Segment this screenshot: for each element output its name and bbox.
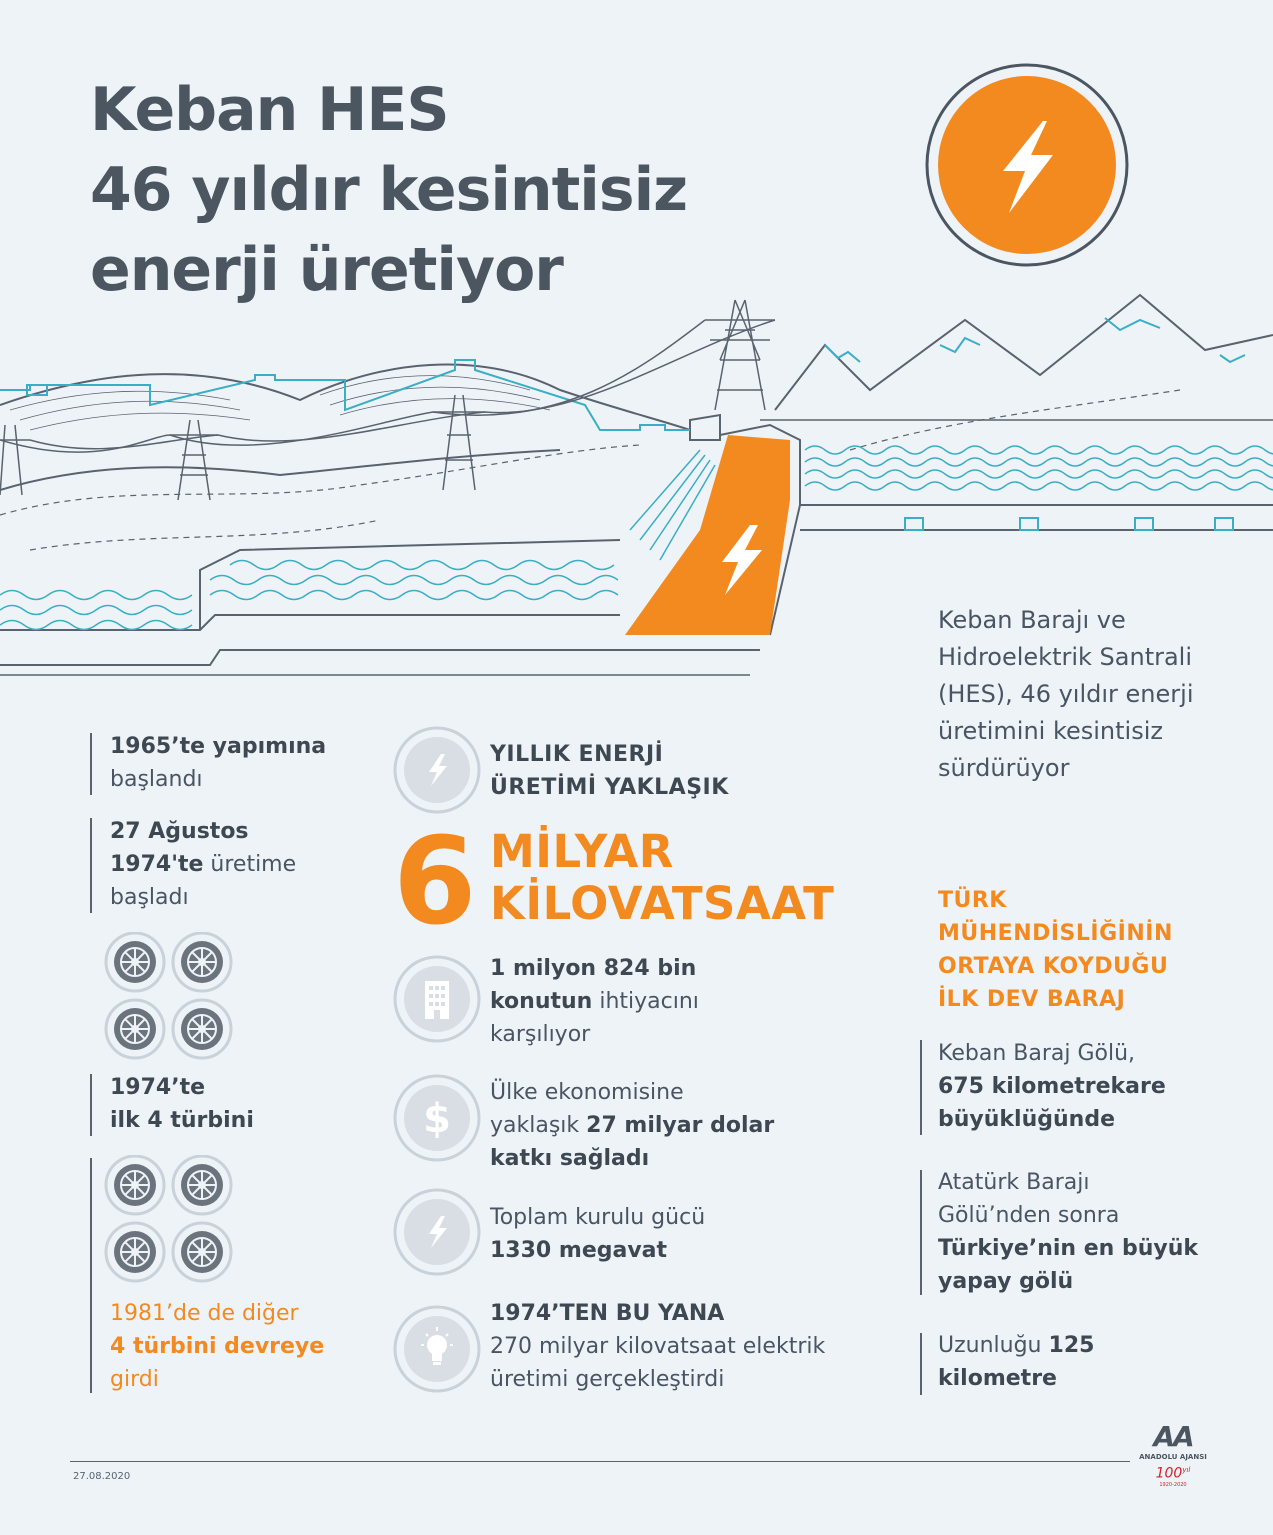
production-bold-1: 27 Ağustos <box>110 819 249 844</box>
big-number: 6 <box>393 813 477 952</box>
anniversary-number: 100 <box>1155 1465 1183 1482</box>
engineering-line-4: İLK DEV BARAJ <box>938 987 1126 1012</box>
page-title <box>90 70 687 310</box>
production-text <box>110 815 296 914</box>
turbines-second-text <box>110 1297 324 1396</box>
logo-text: ANADOLU AJANSI <box>1139 1453 1207 1461</box>
dollar-icon <box>393 1074 481 1162</box>
artificial-normal-1: Atatürk Barajı <box>938 1170 1090 1195</box>
economy-bold-2: katkı sağladı <box>490 1146 650 1171</box>
annual-headline <box>490 738 729 804</box>
title-line-2: 46 yıldır kesintisiz <box>90 155 688 225</box>
economy-normal-2: yaklaşık <box>490 1113 580 1138</box>
production-normal: üretime <box>210 852 297 877</box>
turbines-first-line-2: ilk 4 türbini <box>110 1108 254 1133</box>
intro-text: Keban Barajı ve Hidroelektrik Santrali (HES), 46 yıldır enerji üretimini kesintisiz sürdürüyor <box>938 606 1194 782</box>
engineering-headline <box>938 884 1173 1016</box>
turbine-icon <box>103 1155 233 1285</box>
economy-text <box>490 1076 774 1175</box>
lake-text <box>938 1037 1166 1136</box>
divider-line <box>90 1158 92 1393</box>
lightning-icon <box>393 726 481 814</box>
building-icon <box>393 955 481 1043</box>
capacity-normal: Toplam kurulu gücü <box>490 1205 706 1230</box>
anadolu-logo <box>1128 1422 1218 1497</box>
production-normal-2: başladı <box>110 885 189 910</box>
total-bold: 1974’TEN BU YANA <box>490 1301 725 1326</box>
turbines-first-text <box>110 1071 254 1137</box>
housing-text <box>490 952 699 1051</box>
housing-normal-2: karşılıyor <box>490 1022 591 1047</box>
divider-line <box>920 1333 922 1395</box>
length-bold-2: kilometre <box>938 1366 1057 1391</box>
divider-line <box>920 1170 922 1295</box>
footer-date: 27.08.2020 <box>73 1471 131 1482</box>
lake-bold-1: 675 kilometrekare <box>938 1074 1166 1099</box>
turbines-first-line-1: 1974’te <box>110 1075 206 1100</box>
artificial-lake-text <box>938 1166 1198 1298</box>
big-unit-2: KİLOVATSAAT <box>490 877 835 930</box>
engineering-line-1: TÜRK <box>938 888 1007 913</box>
capacity-bold: 1330 megavat <box>490 1238 668 1263</box>
title-line-1: Keban HES <box>90 75 449 145</box>
turbines-second-normal-1: 1981’de de diğer <box>110 1301 299 1326</box>
construction-normal: başlandı <box>110 767 203 792</box>
total-normal-1: 270 milyar kilovatsaat elektrik <box>490 1334 826 1359</box>
construction-text <box>110 730 326 796</box>
annual-headline-2: ÜRETİMİ YAKLAŞIK <box>490 775 729 800</box>
lightning-icon <box>393 1188 481 1276</box>
housing-bold-2: konutun <box>490 989 593 1014</box>
title-line-3: enerji üretiyor <box>90 235 563 305</box>
engineering-line-3: ORTAYA KOYDUĞU <box>938 954 1169 979</box>
lake-normal: Keban Baraj Gölü, <box>938 1041 1136 1066</box>
anniversary-suffix: yıl <box>1182 1466 1191 1474</box>
artificial-bold-1: Türkiye’nin en büyük <box>938 1236 1199 1261</box>
total-text <box>490 1297 825 1396</box>
length-normal: Uzunluğu <box>938 1333 1042 1358</box>
housing-bold-1: 1 milyon 824 bin <box>490 956 697 981</box>
logo-mark: AA <box>1153 1420 1193 1453</box>
divider-line <box>90 818 92 913</box>
lake-bold-2: büyüklüğünde <box>938 1107 1115 1132</box>
divider-line <box>90 1074 92 1136</box>
housing-normal: ihtiyacını <box>599 989 699 1014</box>
footer-divider <box>70 1461 1130 1462</box>
svg-text:$: $ <box>423 1096 451 1142</box>
divider-line <box>920 1040 922 1135</box>
anniversary-years: 1920-2020 <box>1159 1481 1187 1488</box>
turbine-icon <box>103 932 233 1062</box>
annual-headline-1: YILLIK ENERJİ <box>490 742 664 767</box>
big-unit <box>490 826 834 930</box>
divider-line <box>90 733 92 795</box>
anniversary-mark <box>1128 1462 1218 1482</box>
length-bold-1: 125 <box>1048 1333 1095 1358</box>
lightning-badge-icon <box>925 63 1130 268</box>
artificial-normal-2: Gölü’nden sonra <box>938 1203 1120 1228</box>
length-text <box>938 1329 1094 1395</box>
construction-bold: 1965’te yapımına <box>110 734 327 759</box>
turbines-second-normal-2: girdi <box>110 1367 159 1392</box>
lightbulb-icon <box>393 1305 481 1393</box>
engineering-line-2: MÜHENDİSLİĞİNİN <box>938 921 1173 946</box>
total-normal-2: üretimi gerçekleştirdi <box>490 1367 725 1392</box>
capacity-text <box>490 1201 705 1267</box>
artificial-bold-2: yapay gölü <box>938 1269 1074 1294</box>
economy-bold-1: 27 milyar dolar <box>586 1113 775 1138</box>
big-unit-1: MİLYAR <box>490 825 674 878</box>
production-bold-2: 1974'te <box>110 852 204 877</box>
turbines-second-bold: 4 türbini devreye <box>110 1334 325 1359</box>
economy-normal-1: Ülke ekonomisine <box>490 1080 684 1105</box>
